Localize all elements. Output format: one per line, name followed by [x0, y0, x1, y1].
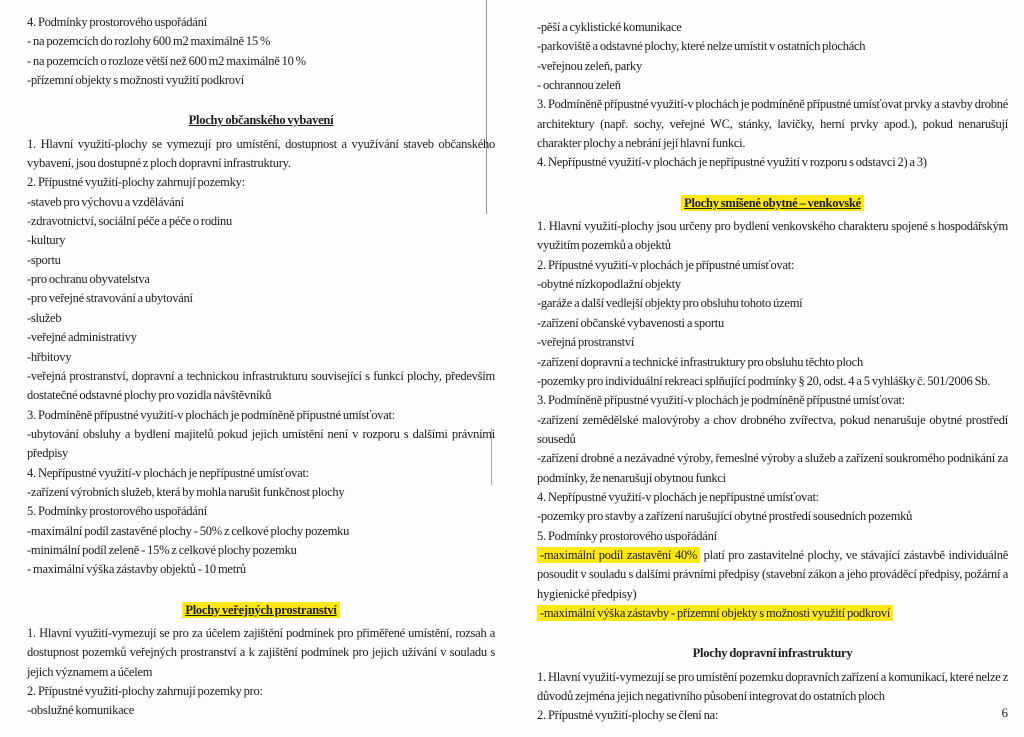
- paragraph-podminene-pripustne-ov: 3. Podmíněně přípustné využití-v plochách je podmíněně přípustné umísťovat:: [27, 407, 395, 422]
- paragraph-pripustne-vyuziti-ov: 2. Přípustné využití-plochy zahrnují pozemky:: [27, 175, 245, 190]
- list-item-obytne-nizkopodlazni: -obytné nízkopodlažní objekty: [537, 277, 681, 292]
- highlight-max-podil-zastaveni: -maximální podíl zastavění 40%: [537, 547, 700, 563]
- paragraph-podminky-uspordani: 4. Podmínky prostorového uspořádání: [27, 15, 207, 29]
- list-item-kultury: -kultury: [27, 233, 66, 248]
- right-column: [537, 18, 1008, 726]
- list-item-parkoviste: -parkoviště a odstavné plochy, které nelze umístit v ostatních plochách: [537, 39, 866, 54]
- list-item-ochrana-obyvatelstva: -pro ochranu obyvatelstva: [27, 272, 150, 287]
- list-item-staveb-vychova: -staveb pro výchovu a vzdělávání: [27, 194, 184, 209]
- list-item-verejnou-zelen: -veřejnou zeleň, parky: [537, 58, 642, 73]
- section-heading-smisene-obytne-venkovske: [537, 194, 1008, 213]
- paragraph-min-podil-zelene-15: -minimální podíl zeleně - 15% z celkové plochy pozemku: [27, 542, 297, 557]
- paragraph-podminene-pripustne-sv: 3. Podmíněně přípustné využití-v plochách je podmíněně přípustné umísťovat:: [537, 393, 905, 408]
- paragraph-max-podil-zastavene-50: -maximální podíl zastavěné plochy - 50% z celkové plochy pozemku: [27, 523, 350, 538]
- page-number: 6: [1001, 705, 1008, 720]
- list-item-individualni-rekreace: -pozemky pro individuální rekreaci splňující podmínky § 20, odst. 4 a 5 vyhlášky č. 501/2006 Sb.: [537, 373, 991, 388]
- left-column: [27, 13, 495, 721]
- paragraph-drobna-nezavadna-vyroba: -zařízení drobné a nezávadné výroby, řemeslné výroby a služeb a zařízení soukromého podnikání za podmínky, že nenarušují obytnou funkci: [537, 451, 1008, 485]
- paragraph-text: platí pro zastavitelné plochy, ve stávající zástavbě individuálně posoudit v souladu s dalšími právními předpisy (stavební zákon a jeho prováděcí předpisy, požární a hygienické předpisy): [537, 547, 1008, 601]
- list-item-verejna-prostranstvi: -veřejná prostranství: [537, 335, 635, 350]
- paragraph-podminky-prostoroveho-sv: 5. Podmínky prostorového uspořádání: [537, 528, 717, 543]
- list-item-verejne-administrativy: -veřejné administrativy: [27, 330, 137, 345]
- heading-text: Plochy občanského vybavení: [188, 113, 334, 128]
- section-heading-obcanske-vybaveni: [27, 111, 495, 130]
- paragraph-hlavni-vyuziti-di: 1. Hlavní využití-vymezují se pro umístění pozemku dopravních zařízení a komunikací, které nelze z důvodů zejména jejich negativního působení integrovat do ostatních ploch: [537, 669, 1008, 703]
- paragraph-hlavni-vyuziti-ov: 1. Hlavní využití-plochy se vymezují pro umístění, dostupnost a využívání staveb občanského vybavení, jsou dostupné z ploch dopravní infrastruktury.: [27, 136, 495, 171]
- paragraph-pripustne-vyuziti-sv: 2. Přípustné využití-v plochách je přípustné umísťovat:: [537, 257, 795, 272]
- list-item-obsluzne-komunikace: -obslužné komunikace: [27, 703, 135, 718]
- paragraph-nepripustne-vp: 4. Nepřípustné využití-v plochách je nepřípustné využití v rozporu s odstavci 2) a 3): [537, 155, 927, 170]
- paragraph-pripustne-vyuziti-vp: 2. Přípustné využití-plochy zahrnují pozemky pro:: [27, 684, 263, 698]
- section-heading-verejna-prostranstvi: [27, 601, 495, 620]
- list-item-hrbitovy: -hřbitovy: [27, 349, 72, 364]
- paragraph-prizemni-objekty: -přízemní objekty s možnosti využití podkroví: [27, 73, 245, 88]
- paragraph-zarizeni-vyrobnich-sluzeb: -zařízení výrobních služeb, která by mohla narušit funkčnost plochy: [27, 484, 345, 499]
- paragraph-nepripustne-ov: 4. Nepřípustné využití-v plochách je nepřípustné umísťovat:: [27, 465, 309, 480]
- list-item-pesi-cyklisticke: -pěší a cyklistické komunikace: [537, 20, 682, 34]
- paragraph-pozemky-600m2-15: - na pozemcích do rozlohy 600 m2 maximálně 15 %: [27, 34, 271, 49]
- list-item-stravovani-ubytovani: -pro veřejné stravování a ubytování: [27, 291, 193, 306]
- list-item-garaze: -garáže a další vedlejší objekty pro obsluhu tohoto území: [537, 296, 803, 311]
- list-item-obcanska-vybavenost-sport: -zařízení občanské vybavenosti a sportu: [537, 315, 724, 330]
- paragraph-podminene-pripustne-vp: 3. Podmíněně přípustné využití-v plochách je podmíněně přípustné umísťovat prvky a stavby drobné architektury (např. sochy, veřejné WC, stánky, lavičky, herní prvky apod.), pokud nenarušují charakter plochy a nebrání její hlavní funkci.: [537, 97, 1008, 151]
- paragraph-verejna-prostranstvi-infra: -veřejná prostranství, dopravní a technickou infrastrukturu související s funkcí plochy, především dostatečné odstavné plochy pro vozidla návštěvníků: [27, 368, 495, 403]
- paragraph-podminky-prostoroveho-ov: 5. Podmínky prostorového uspořádání: [27, 504, 207, 519]
- paragraph-ubytovani-obsluhy: -ubytování obsluhy a bydlení majitelů pokud jejich umístění není v rozporu s dalšími právními předpisy: [27, 426, 495, 461]
- list-item-sluzeb: -služeb: [27, 310, 62, 325]
- paragraph-hlavni-vyuziti-sv: 1. Hlavní využití-plochy jsou určeny pro bydlení venkovského charakteru spojené s hospodářským využitím pozemků a objektů: [537, 219, 1008, 253]
- highlight-max-vyska-zastavby: -maximální výška zástavby - přízemní objekty s možnosti využití podkroví: [537, 605, 893, 621]
- highlighted-heading-text: Plochy smíšené obytné – venkovské: [681, 195, 864, 211]
- list-item-zdravotnictvi: -zdravotnictví, sociální péče a péče o rodinu: [27, 214, 233, 229]
- paragraph-max-vyska-zastavby: [537, 604, 1008, 623]
- paragraph-hlavni-vyuziti-vp: 1. Hlavní využití-vymezují se pro za účelem zajištění podmínek pro přiměřené umístění, rozsah a dostupnost pozemků veřejných prostranství a k zajištění podmínek pro jejich užívání v souladu s jejich významem a účelem: [27, 625, 495, 679]
- paragraph-max-vyska-10-metru: - maximální výška zástavby objektů - 10 metrů: [27, 562, 246, 577]
- paragraph-zemedelska-malovyroba: -zařízení zemědělské malovýroby a chov drobného zvířectva, pokud nenarušuje obytné prostředí sousedů: [537, 412, 1008, 446]
- list-item-sportu: -sportu: [27, 252, 61, 267]
- paragraph-max-podil-zastaveni-40: [537, 546, 1008, 604]
- paragraph-nepripustne-sv: 4. Nepřípustné využití-v plochách je nepřípustné umísťovat:: [537, 489, 819, 504]
- list-item-dopravni-technicka-infra: -zařízení dopravní a technické infrastruktury pro obsluhu těchto ploch: [537, 354, 863, 369]
- highlighted-heading-text: Plochy veřejných prostranství: [182, 602, 339, 618]
- list-item-ochrannou-zelen: - ochrannou zeleň: [537, 78, 621, 93]
- paragraph-pozemky-narusujici: -pozemky pro stavby a zařízení narušující obytné prostředí sousedních pozemků: [537, 509, 913, 524]
- paragraph-pozemky-600m2-10: - na pozemcích o rozloze větší než 600 m2 maximálně 10 %: [27, 53, 306, 68]
- paragraph-pripustne-vyuziti-di: 2. Přípustné využití-plochy se člení na:: [537, 708, 719, 723]
- section-heading-dopravni-infrastruktura: Plochy dopravní infrastruktury: [692, 646, 853, 661]
